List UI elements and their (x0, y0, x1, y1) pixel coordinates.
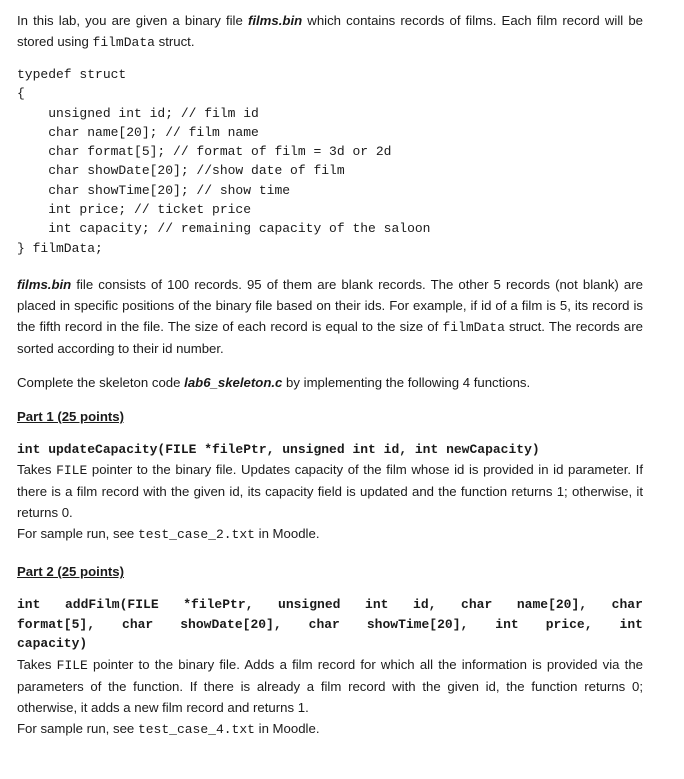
sig-token: addFilm(FILE (65, 597, 159, 613)
intro-filename: films.bin (247, 13, 303, 28)
part1-sample-file: test_case_2.txt (137, 527, 255, 543)
sig-token: int (619, 616, 643, 632)
code-line: int price; // ticket price (17, 202, 252, 218)
part1-file-keyword: FILE (56, 463, 88, 479)
part1-sample-text-2: in Moodle. (254, 526, 320, 542)
sig-token: unsigned (278, 597, 341, 613)
code-line: char showTime[20]; // show time (17, 182, 291, 198)
part2-sample-text-1: For sample run, see (17, 720, 138, 736)
desc-text-2: struct. The records are sorted according to their id number. (17, 318, 643, 356)
intro-text-2: which contains records of films. Each film record will be stored using (17, 13, 644, 49)
complete-text-1: Complete the skeleton code (17, 374, 185, 390)
struct-code-block (17, 65, 643, 258)
sig-token: showTime[20], (366, 616, 469, 632)
code-line: } filmData; (17, 240, 103, 256)
part2-sample-file: test_case_4.txt (137, 721, 255, 737)
intro-text-3: struct. (154, 34, 195, 49)
code-line: char name[20]; // film name (17, 124, 259, 140)
code-line: { (17, 86, 25, 102)
sig-token: char (122, 616, 154, 632)
code-line: char format[5]; // format of film = 3d or 2d (17, 144, 392, 160)
part2-sample-text-2: in Moodle. (254, 720, 320, 736)
sig-token: *filePtr, (183, 597, 254, 613)
sig-token: price, (545, 616, 593, 632)
part2-signature-line-3: capacity) (17, 636, 88, 652)
code-line: typedef struct (17, 67, 127, 82)
sig-token: name[20], (516, 597, 588, 613)
code-line: unsigned int id; // film id (17, 105, 259, 121)
skeleton-filename: lab6_skeleton.c (184, 374, 283, 390)
part1-signature: int updateCapacity(FILE *filePtr, unsigned int id, int newCapacity) (17, 441, 540, 457)
part1-sample-run (17, 523, 643, 545)
sig-token: int (17, 597, 41, 613)
desc-text-1: file consists of 100 records. 95 of them are blank records. The other 5 records (not blank) are placed in specific positions of the binary file based on their ids. For example, if id of a film is 5, its record is the fifth record in the file. The size of each record is equal to the size of (17, 276, 643, 334)
part1-desc-text-1: Takes (17, 462, 57, 478)
part2-sample-run (17, 718, 643, 740)
sig-token: format[5], (17, 616, 96, 632)
part2-desc-text-1: Takes (17, 656, 57, 672)
sig-token: char (611, 597, 643, 613)
part2-desc-text-2: pointer to the binary file. Adds a film record for which all the information is provided via the parameters of the function. If there is already a film record with the given id, the function returns 0; otherwise, it adds a new film record and returns 1. (17, 656, 643, 715)
part1-description (17, 459, 643, 523)
sig-token: id, (413, 597, 437, 613)
part1-desc-text-2: pointer to the binary file. Updates capacity of the film whose id is provided in id parameter. If there is a film record with the given id, its capacity field is updated and the function returns 1; otherwise, it returns 0. (17, 462, 643, 521)
part2-file-keyword: FILE (56, 657, 88, 673)
part2-description (17, 654, 643, 718)
intro-struct-name: filmData (92, 35, 155, 50)
part1-heading: Part 1 (25 points) (17, 408, 124, 424)
intro-paragraph (17, 10, 643, 53)
sig-token: char (461, 597, 493, 613)
desc-filename: films.bin (17, 276, 72, 292)
part2-signature-line-1 (17, 595, 643, 615)
sig-token: int (495, 616, 519, 632)
complete-paragraph (17, 372, 643, 393)
part1-sample-text-1: For sample run, see (17, 526, 138, 542)
code-line: char showDate[20]; //show date of film (17, 163, 345, 179)
desc-struct-name: filmData (442, 319, 505, 335)
part2-signature-line-2 (17, 615, 643, 635)
complete-text-2: by implementing the following 4 functions. (282, 374, 531, 390)
sig-token: int (365, 597, 389, 613)
description-paragraph (17, 274, 643, 359)
document-page (17, 10, 643, 740)
intro-text-1: In this lab, you are given a binary file (17, 13, 248, 28)
part2-heading: Part 2 (25 points) (17, 564, 124, 580)
sig-token: char (308, 616, 340, 632)
code-line: int capacity; // remaining capacity of the saloon (17, 221, 431, 237)
sig-token: showDate[20], (180, 616, 282, 632)
